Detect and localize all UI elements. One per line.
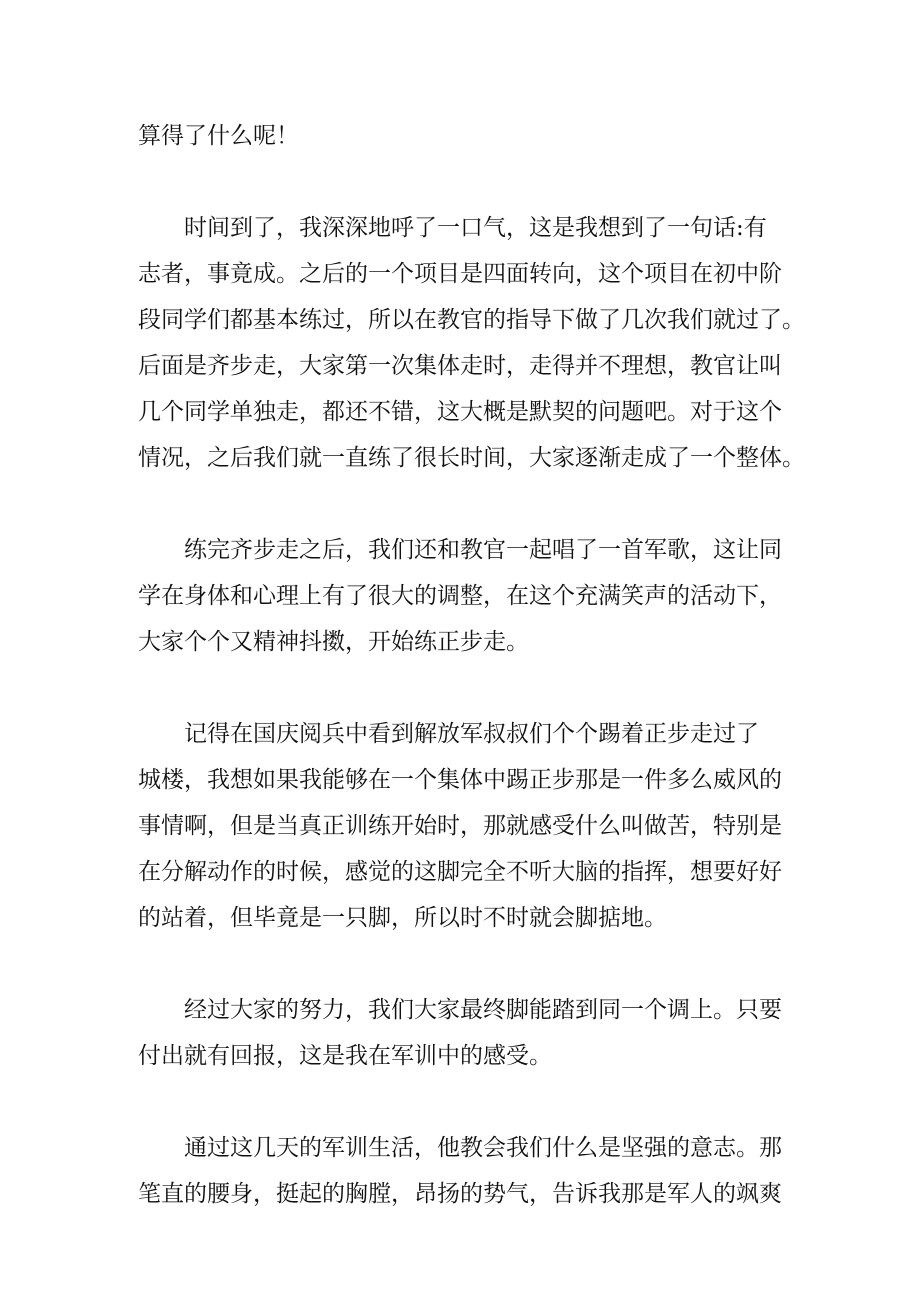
text-line: 的站着，但毕竟是一只脚，所以时不时就会脚掂地。: [138, 905, 667, 931]
text-line: 段同学们都基本练过，所以在教官的指导下做了几次我们就过了。: [138, 307, 805, 333]
paragraph-1: [138, 113, 798, 159]
text-line: 学在身体和心理上有了很大的调整，在这个充满笑声的活动下，: [138, 583, 782, 609]
text-line: 算得了什么呢！: [138, 123, 299, 149]
text-line: 通过这几天的军训生活，他教会我们什么是坚强的意志。那: [184, 1135, 782, 1161]
text-line: 付出就有回报，这是我在军训中的感受。: [138, 1043, 552, 1069]
text-line: 笔直的腰身，挺起的胸膛，昂扬的势气，告诉我那是军人的飒爽: [138, 1181, 782, 1207]
document-body: [138, 113, 805, 1217]
text-line: 事情啊，但是当真正训练开始时，那就感受什么叫做苦，特别是: [138, 813, 782, 839]
paragraph-gap: [138, 1079, 798, 1125]
text-line: 在分解动作的时候，感觉的这脚完全不听大脑的指挥，想要好好: [138, 859, 782, 885]
text-line: 情况，之后我们就一直练了很长时间，大家逐渐走成了一个整体。: [138, 445, 805, 471]
text-line: 时间到了，我深深地呼了一口气，这是我想到了一句话:有: [184, 215, 767, 241]
text-line: 后面是齐步走，大家第一次集体走时，走得并不理想，教官让叫: [138, 353, 782, 379]
paragraph-gap: [138, 665, 798, 711]
text-line: 城楼，我想如果我能够在一个集体中踢正步那是一件多么威风的: [138, 767, 782, 793]
paragraph-3: [138, 527, 798, 665]
text-line: 志者，事竟成。之后的一个项目是四面转向，这个项目在初中阶: [138, 261, 782, 287]
paragraph-gap: [138, 941, 798, 987]
text-line: 经过大家的努力，我们大家最终脚能踏到同一个调上。只要: [184, 997, 782, 1023]
paragraph-gap: [138, 159, 798, 205]
paragraph-6: [138, 1125, 798, 1217]
paragraph-2: [138, 205, 805, 481]
paragraph-gap: [138, 481, 798, 527]
text-line: 练完齐步走之后，我们还和教官一起唱了一首军歌，这让同: [184, 537, 782, 563]
text-line: 几个同学单独走，都还不错，这大概是默契的问题吧。对于这个: [138, 399, 782, 425]
text-line: 记得在国庆阅兵中看到解放军叔叔们个个踢着正步走过了: [184, 721, 759, 747]
paragraph-5: [138, 987, 798, 1079]
paragraph-4: [138, 711, 798, 941]
text-line: 大家个个又精神抖擞，开始练正步走。: [138, 629, 529, 655]
